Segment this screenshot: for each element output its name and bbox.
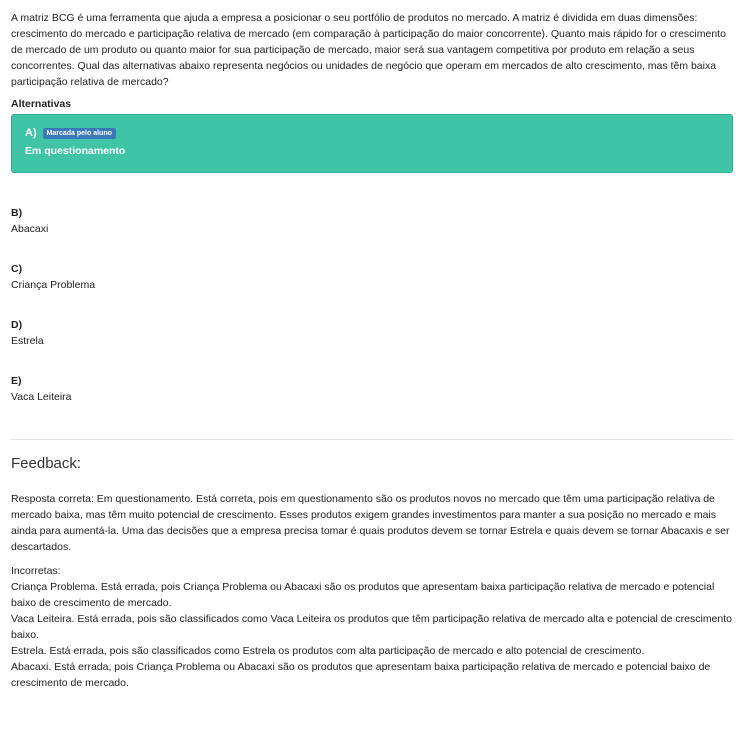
divider bbox=[11, 439, 733, 440]
alternative-d[interactable] bbox=[11, 317, 733, 349]
alternative-a[interactable] bbox=[11, 114, 733, 173]
incorrect-item: Abacaxi. Está errada, pois Criança Problema ou Abacaxi são os produtos que apresentam baixa participação relativa de mercado e potencial baixo de crescimento de mercado. bbox=[11, 661, 711, 689]
alternative-c[interactable] bbox=[11, 261, 733, 293]
alternative-letter: B) bbox=[11, 207, 23, 219]
incorrect-item: Vaca Leiteira. Está errada, pois são classificados como Vaca Leiteira os produtos que têm participação relativa de mercado alta e potencial de crescimento baixo. bbox=[11, 613, 732, 641]
selected-badge: Marcada pelo aluno bbox=[43, 128, 116, 139]
alternative-text: Em questionamento bbox=[25, 145, 126, 157]
alternatives-title: Alternativas bbox=[11, 98, 72, 110]
alternative-letter: A) bbox=[25, 127, 37, 139]
alternative-b[interactable] bbox=[11, 205, 733, 237]
feedback-correct: Resposta correta: Em questionamento. Está correta, pois em questionamento são os produtos novos no mercado que têm uma participação relativa de mercado baixa, mas têm muito potencial de crescimento. Esses produtos exigem grandes investimentos para manter a sua posição no mercado e mais ainda para aumentá-la. Uma das decisões que a empresa precisa tomar é quais produtos devem se tornar Estrela e quais devem se tornar Abacaxis e ser descartados. bbox=[11, 493, 730, 553]
feedback-incorrect bbox=[11, 563, 733, 691]
alternative-text: Estrela bbox=[11, 335, 44, 347]
alternative-text: Abacaxi bbox=[11, 223, 49, 235]
incorrect-label: Incorretas: bbox=[11, 565, 61, 577]
alternative-letter: D) bbox=[11, 319, 23, 331]
alternative-letter: E) bbox=[11, 375, 22, 387]
incorrect-item: Estrela. Está errada, pois são classificados como Estrela os produtos com alta participação de mercado e alto potencial de crescimento. bbox=[11, 645, 645, 657]
question-text: A matriz BCG é uma ferramenta que ajuda a empresa a posicionar o seu portfólio de produtos no mercado. A matriz é dividida em duas dimensões: crescimento do mercado e participação relativa de mercado (em comparação à participação do maior concorrente). Quanto mais rápido for o crescimento de mercado de um produto ou quanto maior for sua participação de mercado, maior será sua vantagem competitiva por produto em relação a seus concorrentes. Qual das alternativas abaixo representa negócios ou unidades de negócio que operam em mercados de alto crescimento, mas têm baixa participação relativa de mercado? bbox=[11, 12, 726, 88]
alternative-letter: C) bbox=[11, 263, 23, 275]
alternative-e[interactable] bbox=[11, 373, 733, 405]
alternative-text: Vaca Leiteira bbox=[11, 391, 72, 403]
alternative-text: Criança Problema bbox=[11, 279, 96, 291]
feedback-heading: Feedback: bbox=[11, 455, 82, 472]
incorrect-item: Criança Problema. Está errada, pois Criança Problema ou Abacaxi são os produtos que apresentam baixa participação relativa de mercado e potencial baixo de crescimento de mercado. bbox=[11, 581, 715, 609]
